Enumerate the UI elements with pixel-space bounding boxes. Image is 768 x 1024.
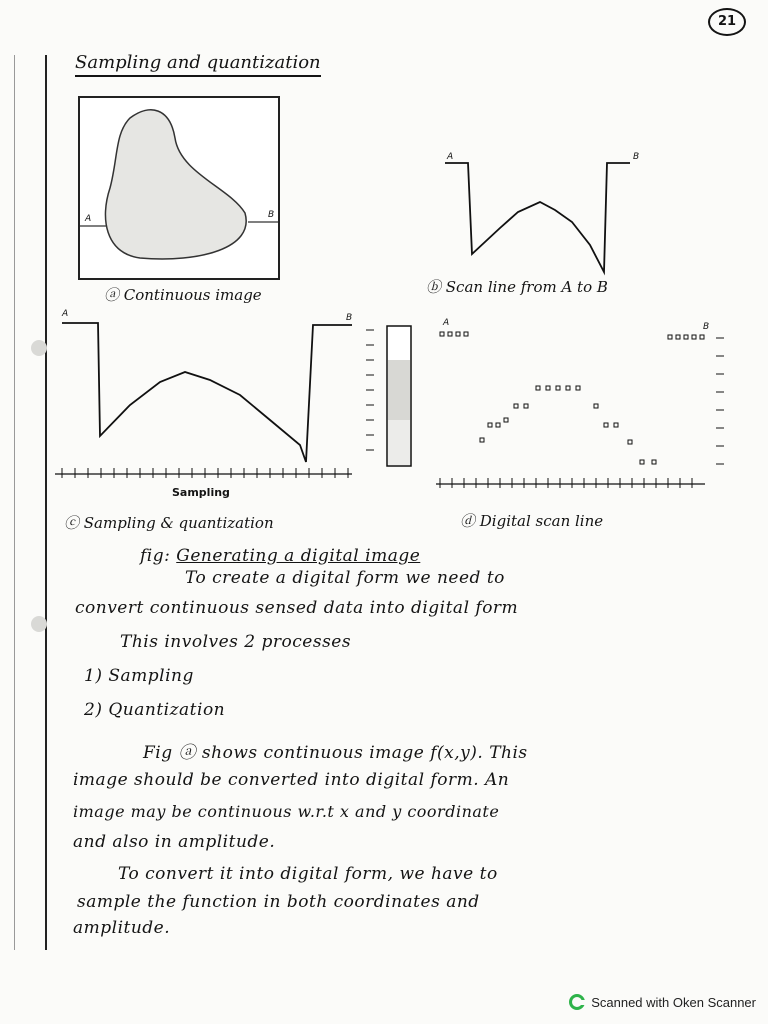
body-line: To convert it into digital form, we have to — [118, 864, 498, 884]
figure-a-caption: ⓐ Continuous image — [104, 286, 262, 304]
figure-b-point-a: A — [447, 152, 454, 162]
figure-title-prefix: fig: — [140, 546, 171, 566]
figure-a-frame — [78, 96, 280, 280]
page-title: Sampling and quantization — [75, 52, 321, 77]
figure-title — [140, 546, 420, 566]
oken-scanner-icon — [569, 994, 585, 1010]
figure-a-point-a: A — [85, 214, 92, 224]
figure-title-text: Generating a digital image — [176, 546, 421, 566]
figure-c-axis-label: Sampling — [172, 486, 230, 499]
body-line: image may be continuous w.r.t x and y coordinate — [73, 802, 500, 821]
figure-b-point-b: B — [633, 152, 640, 162]
body-line: image should be converted into digital form. An — [73, 770, 510, 790]
figure-d-point-a: A — [443, 318, 450, 328]
page-number: 21 — [708, 8, 746, 36]
figure-d-caption: ⓓ Digital scan line — [460, 512, 604, 530]
binder-hole — [31, 340, 47, 356]
figure-d-point-b: B — [703, 322, 710, 332]
body-line: and also in amplitude. — [73, 832, 276, 852]
margin-line-faint — [14, 55, 15, 950]
body-line: sample the function in both coordinates and — [77, 892, 480, 912]
scanner-watermark — [569, 994, 756, 1010]
figure-b-caption: ⓑ Scan line from A to B — [426, 278, 608, 296]
margin-line — [45, 55, 47, 950]
body-line: amplitude. — [73, 918, 171, 938]
figure-c-point-b: B — [346, 313, 353, 323]
figure-c-caption: ⓒ Sampling & quantization — [64, 514, 274, 532]
body-line: Fig ⓐ shows continuous image f(x,y). This — [143, 743, 528, 763]
body-line: 1) Sampling — [84, 666, 194, 686]
figure-a-point-b: B — [268, 210, 275, 220]
body-line: To create a digital form we need to — [185, 568, 505, 588]
scanner-watermark-text: Scanned with Oken Scanner — [591, 994, 756, 1010]
binder-hole — [31, 616, 47, 632]
figure-c-point-a: A — [62, 309, 69, 319]
body-line: 2) Quantization — [84, 700, 226, 720]
continuous-image-blob — [80, 98, 278, 278]
body-line: convert continuous sensed data into digital form — [75, 598, 519, 618]
body-line: This involves 2 processes — [120, 632, 352, 652]
